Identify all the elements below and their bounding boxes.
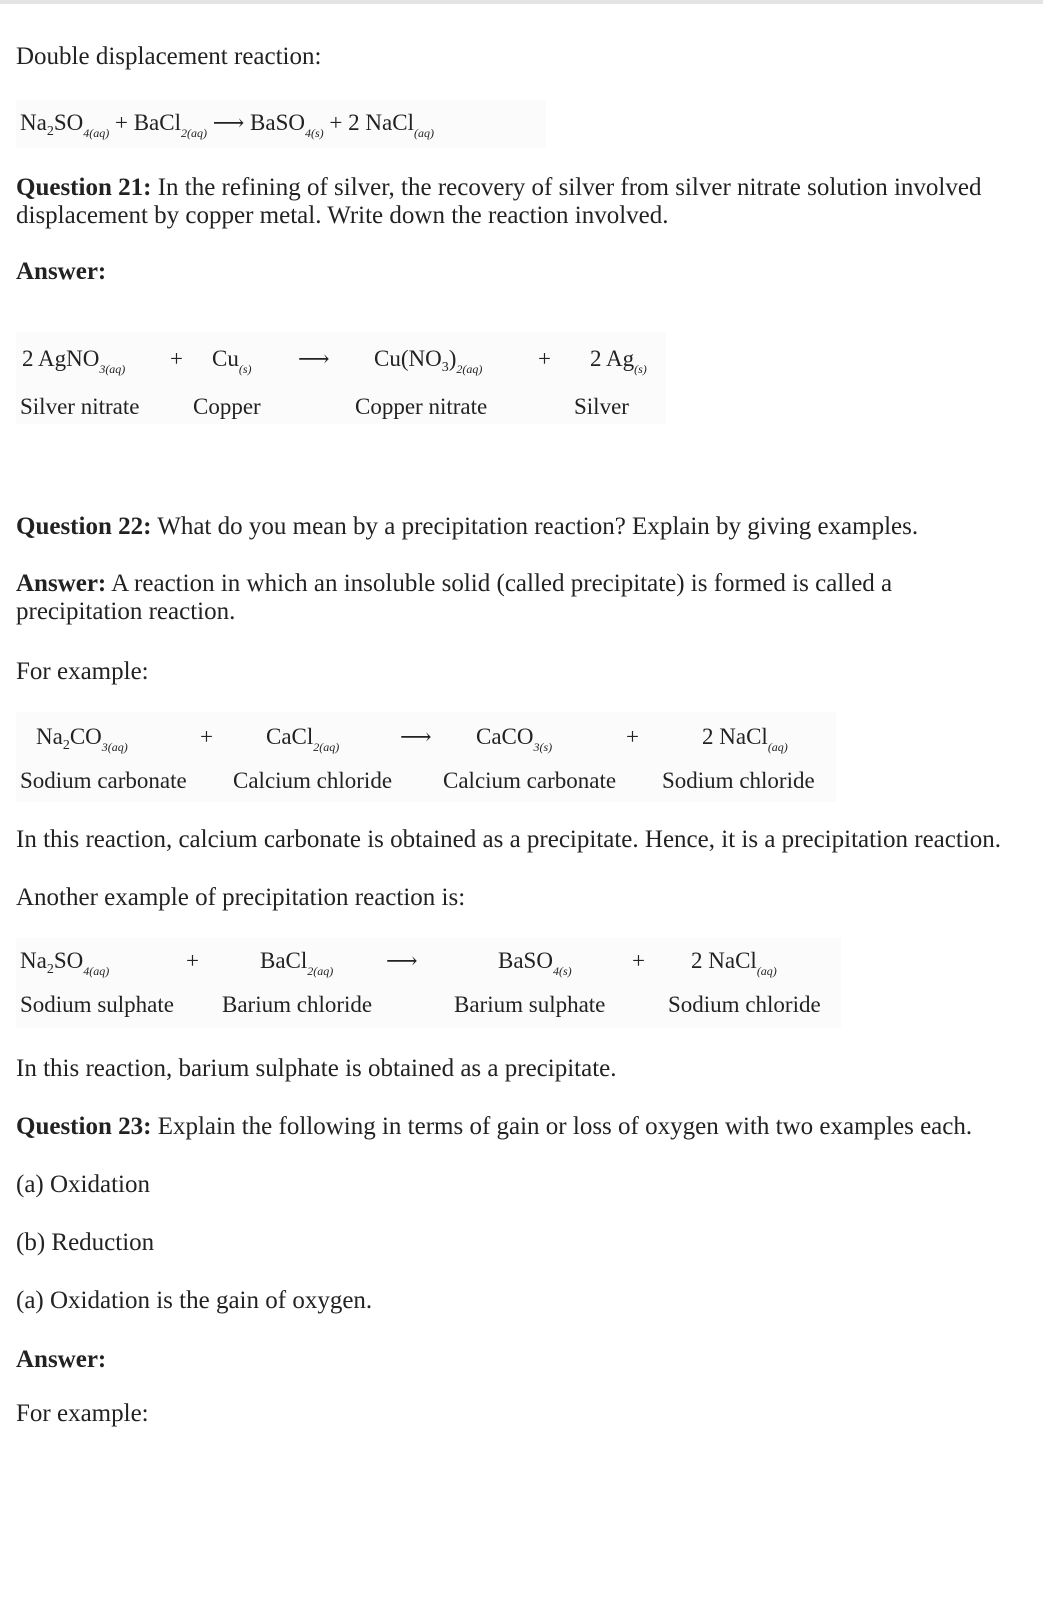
oxidation-definition: (a) Oxidation is the gain of oxygen.	[16, 1287, 373, 1314]
answer-22: Answer: A reaction in which an insoluble solid (called precipitate) is formed is called a precipitation reaction.	[16, 570, 893, 625]
for-example-label: For example:	[16, 658, 149, 685]
eq22a-product-1: CaCO$_{3(s)}$	[476, 724, 553, 754]
eq22a-product-2: 2 NaCl$_{(aq)}$	[702, 724, 788, 754]
question-23: Question 23: Explain the following in terms of gain or loss of oxygen with two examples each.	[16, 1113, 973, 1140]
compound-name: Barium chloride	[222, 992, 373, 1017]
eq21-reactant-1: 2 AgNO$_{3(aq)}$	[22, 346, 126, 376]
reactant-1: $Na_2SO_{4(aq)}$	[20, 110, 110, 140]
eq21-product-2: 2 $Ag_{(s)}$	[590, 346, 647, 376]
compound-name: Copper nitrate	[355, 394, 488, 419]
eq22b-product-2: 2 NaCl$_{(aq)}$	[691, 948, 777, 978]
compound-name: Barium sulphate	[454, 992, 606, 1017]
eq21-reactant-2: $Cu_{(s)}$	[212, 346, 252, 376]
plus-sign: +	[538, 346, 551, 371]
compound-name: Silver	[574, 394, 629, 419]
compound-name: Copper	[193, 394, 261, 419]
plus-sign: +	[329, 110, 343, 135]
plus-sign: +	[200, 724, 213, 749]
plus-sign: +	[632, 948, 645, 973]
compound-name: Calcium carbonate	[443, 768, 617, 793]
compound-name: Sodium sulphate	[20, 992, 174, 1017]
another-example-label: Another example of precipitation reaction is:	[16, 884, 466, 911]
item-reduction: (b) Reduction	[16, 1229, 155, 1256]
compound-name: Sodium chloride	[662, 768, 815, 793]
reactant-2: BaCl$_{2(aq)}$	[133, 110, 207, 140]
product-2: 2 NaCl$_{(aq)}$	[348, 110, 434, 140]
explanation-1: In this reaction, calcium carbonate is obtained as a precipitate. Hence, it is a precipitation reaction.	[16, 826, 1002, 853]
item-oxidation: (a) Oxidation	[16, 1171, 150, 1198]
plus-sign: +	[626, 724, 639, 749]
eq21-product-1: $Cu(NO_3)_{2(aq)}$	[374, 346, 483, 376]
compound-name: Silver nitrate	[20, 394, 140, 419]
reaction-arrow: ⟶	[386, 948, 418, 973]
question-22: Question 22: What do you mean by a precipitation reaction? Explain by giving examples.	[16, 513, 919, 540]
answer-23-label: Answer:	[16, 1346, 107, 1373]
equation-double-displacement	[20, 110, 434, 140]
top-border	[0, 0, 1043, 4]
eq22b-product-1: BaSO$_{4(s)}$	[498, 948, 572, 978]
eq22a-reactant-1: $Na_2CO_{3(aq)}$	[36, 724, 128, 754]
reaction-arrow: ⟶	[400, 724, 432, 749]
eq22b-reactant-1: $Na_2SO_{4(aq)}$	[20, 948, 110, 978]
explanation-2: In this reaction, barium sulphate is obtained as a precipitate.	[16, 1055, 617, 1082]
eq22a-reactant-2: CaCl$_{2(aq)}$	[266, 724, 340, 754]
answer-21-label: Answer:	[16, 258, 107, 285]
eq22b-reactant-2: BaCl$_{2(aq)}$	[260, 948, 334, 978]
intro-heading: Double displacement reaction:	[16, 43, 322, 70]
reaction-arrow: ⟶	[298, 346, 330, 371]
reaction-arrow: ⟶	[212, 110, 245, 135]
compound-name: Calcium chloride	[233, 768, 393, 793]
question-21: Question 21: In the refining of silver, the recovery of silver from silver nitrate solution involved displacement by copper metal. Write down the reaction involved.	[16, 174, 982, 229]
plus-sign: +	[170, 346, 183, 371]
plus-sign: +	[186, 948, 199, 973]
product-1: BaSO$_{4(s)}$	[250, 110, 324, 140]
plus-sign: +	[114, 110, 128, 135]
for-example-label: For example:	[16, 1400, 149, 1427]
compound-name: Sodium carbonate	[20, 768, 187, 793]
compound-name: Sodium chloride	[668, 992, 821, 1017]
